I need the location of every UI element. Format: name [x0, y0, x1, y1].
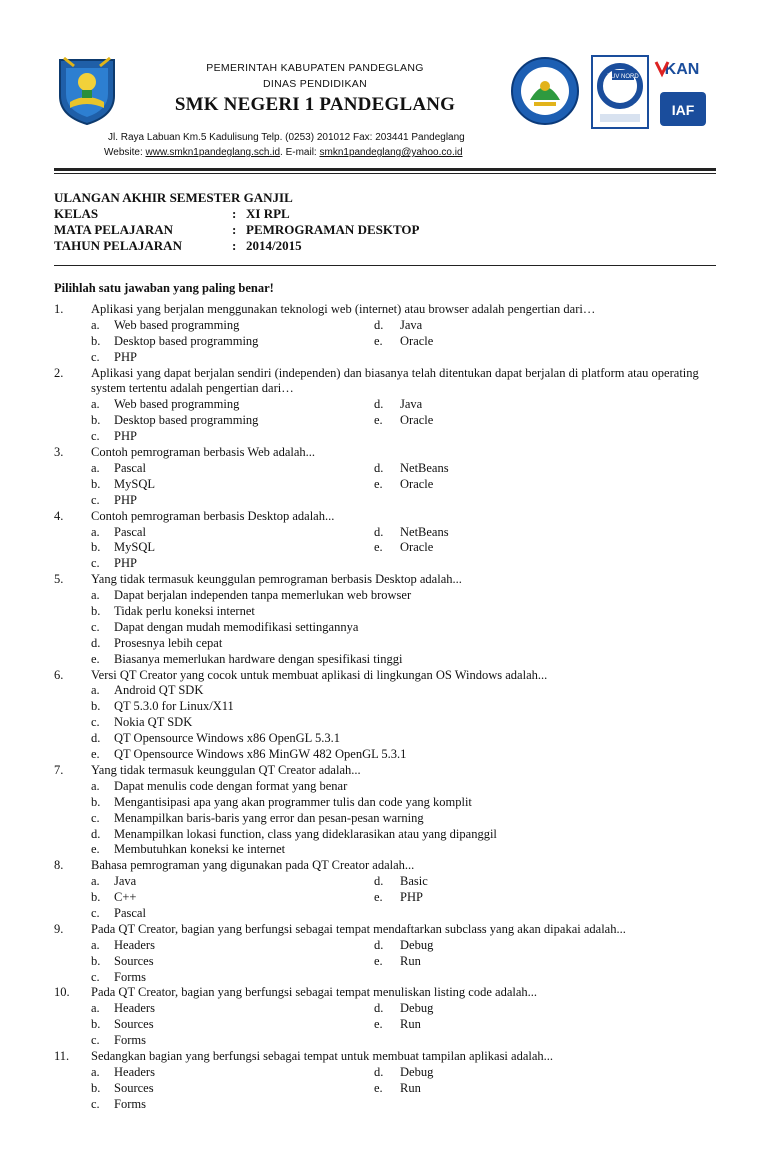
info-value: XI RPL [246, 206, 290, 221]
option-row [91, 461, 719, 477]
exam-info-row [54, 222, 716, 238]
option-row [91, 636, 719, 652]
question-text: Aplikasi yang berjalan menggunakan teknologi web (internet) atau browser adalah pengertian dari… [91, 302, 596, 316]
exam-info-row [54, 238, 716, 254]
option-letter: c. [91, 556, 100, 571]
option-letter: d. [91, 731, 101, 746]
option-text: QT Opensource Windows x86 OpenGL 5.3.1 [114, 731, 340, 746]
option-list [91, 318, 719, 366]
school-name: SMK NEGERI 1 PANDEGLANG [174, 94, 456, 115]
option-letter: a. [91, 874, 100, 889]
option-letter: d. [374, 397, 384, 412]
option-text: NetBeans [400, 460, 449, 475]
option-letter: c. [91, 429, 100, 444]
option-letter: e. [374, 540, 383, 555]
option-letter: c. [91, 492, 100, 507]
option-row [91, 350, 719, 366]
question-number: 4. [54, 508, 64, 523]
option-text: Headers [114, 937, 155, 952]
option-row [91, 954, 719, 970]
option-letter: a. [91, 1064, 100, 1079]
option-row [91, 318, 719, 334]
question-number: 6. [54, 667, 64, 682]
option-text: Menampilkan baris-baris yang error dan pesan-pesan warning [114, 810, 424, 825]
option-row [91, 906, 719, 922]
option-letter: a. [91, 588, 100, 603]
option-list [91, 588, 719, 667]
info-label: KELAS [54, 206, 99, 221]
option-text: Forms [114, 1096, 146, 1111]
question [54, 668, 719, 763]
option-row [91, 1065, 719, 1081]
option-text: Debug [400, 1001, 434, 1016]
option-row [91, 1017, 719, 1033]
email-label: . E-mail: [280, 147, 320, 158]
info-colon: : [232, 206, 237, 221]
question-number: 9. [54, 921, 64, 936]
option-text: Java [400, 317, 423, 332]
option-text: Pascal [114, 460, 146, 475]
option-row [91, 540, 719, 556]
option-row [91, 731, 719, 747]
option-letter: e. [374, 1017, 383, 1032]
option-row [91, 1001, 719, 1017]
option-letter: b. [91, 540, 101, 555]
option-text: Menampilkan lokasi function, class yang dideklarasikan atau yang dipanggil [114, 826, 497, 841]
option-letter: e. [374, 413, 383, 428]
option-row [91, 477, 719, 493]
contact-line [104, 147, 463, 158]
option-row [91, 493, 719, 509]
option-letter: c. [91, 969, 100, 984]
certification-logos-icon [590, 52, 720, 132]
info-label: TAHUN PELAJARAN [54, 238, 182, 253]
option-text: PHP [114, 349, 137, 364]
info-value: 2014/2015 [246, 238, 302, 253]
option-text: MySQL [114, 476, 155, 491]
option-text: Run [400, 1080, 421, 1095]
option-text: Desktop based programming [114, 333, 259, 348]
option-row [91, 795, 719, 811]
option-text: PHP [114, 492, 137, 507]
option-text: Dapat berjalan independen tanpa memerlukan web browser [114, 588, 412, 603]
header-divider-thin [54, 173, 716, 174]
option-text: Nokia QT SDK [114, 715, 193, 730]
option-letter: a. [91, 683, 100, 698]
question-text: Pada QT Creator, bagian yang berfungsi sebagai tempat mendaftarkan subclass yang akan dipakai adalah... [91, 921, 626, 936]
option-text: Oracle [400, 476, 434, 491]
option-letter: d. [91, 635, 101, 650]
question [54, 572, 719, 667]
option-text: Android QT SDK [114, 683, 204, 698]
question-text: Sedangkan bagian yang berfungsi sebagai tempat untuk membuat tampilan aplikasi adalah... [91, 1049, 554, 1064]
option-text: NetBeans [400, 524, 449, 539]
email-link[interactable]: smkn1pandeglang@yahoo.co.id [319, 147, 463, 158]
option-list [91, 1065, 719, 1113]
option-letter: b. [91, 699, 101, 714]
option-text: Java [400, 397, 423, 412]
question [54, 858, 719, 922]
option-list [91, 874, 719, 922]
info-value: PEMROGRAMAN DESKTOP [246, 222, 420, 237]
letterhead [0, 0, 768, 175]
option-text: Debug [400, 937, 434, 952]
option-list [91, 779, 719, 858]
option-letter: a. [91, 937, 100, 952]
option-letter: d. [374, 1064, 384, 1079]
option-letter: b. [91, 1017, 101, 1032]
option-text: Sources [114, 1080, 154, 1095]
option-row [91, 1081, 719, 1097]
option-letter: e. [91, 747, 100, 762]
question [54, 445, 719, 509]
option-text: Tidak perlu koneksi internet [114, 604, 255, 619]
question-number: 10. [54, 985, 70, 1000]
question-number: 3. [54, 445, 64, 460]
option-letter: c. [91, 810, 100, 825]
option-letter: d. [374, 460, 384, 475]
question [54, 366, 719, 445]
option-letter: d. [374, 317, 384, 332]
info-divider [54, 265, 716, 266]
option-text: PHP [400, 890, 423, 905]
option-text: Run [400, 953, 421, 968]
question-text: Bahasa pemrograman yang digunakan pada QT Creator adalah... [91, 858, 415, 873]
option-text: Debug [400, 1064, 434, 1079]
option-text: Oracle [400, 413, 434, 428]
option-text: Biasanya memerlukan hardware dengan spesifikasi tinggi [114, 651, 403, 666]
option-letter: d. [374, 524, 384, 539]
option-text: MySQL [114, 540, 155, 555]
option-row [91, 588, 719, 604]
option-text: Dapat menulis code dengan format yang benar [114, 778, 348, 793]
option-text: Desktop based programming [114, 413, 259, 428]
option-letter: a. [91, 397, 100, 412]
option-text: Sources [114, 1017, 154, 1032]
option-list [91, 525, 719, 573]
agency-name: DINAS PENDIDIKAN [263, 78, 367, 90]
option-text: Dapat dengan mudah memodifikasi settingannya [114, 619, 359, 634]
option-row [91, 890, 719, 906]
option-text: Pascal [114, 524, 146, 539]
question-text: Pada QT Creator, bagian yang berfungsi sebagai tempat menuliskan listing code adalah... [91, 985, 538, 1000]
question-number: 1. [54, 302, 64, 316]
option-row [91, 699, 719, 715]
option-letter: d. [374, 874, 384, 889]
option-letter: b. [91, 604, 101, 619]
option-letter: b. [91, 333, 101, 348]
question-number: 5. [54, 572, 64, 587]
website-label: Website: [104, 147, 146, 158]
option-list [91, 397, 719, 445]
website-link[interactable]: www.smkn1pandeglang.sch.id [145, 147, 281, 158]
svg-text:IAF: IAF [671, 102, 695, 118]
question [54, 985, 719, 1049]
option-text: PHP [114, 429, 137, 444]
option-text: Run [400, 1017, 421, 1032]
question [54, 922, 719, 986]
option-text: Forms [114, 1033, 146, 1048]
question-text: Aplikasi yang dapat berjalan sendiri (independen) dan biasanya telah ditentukan dapat berjalan di platform atau operating system tertentu adalah pengertian dari… [91, 365, 699, 396]
option-letter: e. [374, 953, 383, 968]
option-letter: e. [91, 842, 100, 857]
option-row [91, 827, 719, 843]
option-text: Java [114, 874, 137, 889]
option-text: Prosesnya lebih cepat [114, 635, 223, 650]
info-label: MATA PELAJARAN [54, 222, 174, 237]
instruction: Pilihlah satu jawaban yang paling benar! [54, 281, 274, 295]
question-number: 11. [54, 1049, 70, 1064]
option-row [91, 747, 719, 763]
question [54, 1049, 719, 1113]
option-letter: b. [91, 413, 101, 428]
option-letter: d. [374, 937, 384, 952]
option-list [91, 683, 719, 762]
option-text: PHP [114, 556, 137, 571]
option-row [91, 970, 719, 986]
option-list [91, 938, 719, 986]
question-text: Yang tidak termasuk keunggulan QT Creator adalah... [91, 762, 361, 777]
pandeglang-crest-icon [56, 56, 118, 126]
exam-info [54, 190, 716, 254]
option-text: Oracle [400, 333, 434, 348]
option-row [91, 874, 719, 890]
option-letter: c. [91, 619, 100, 634]
option-letter: a. [91, 317, 100, 332]
option-text: Membutuhkan koneksi ke internet [114, 842, 286, 857]
government-name: PEMERINTAH KABUPATEN PANDEGLANG [206, 62, 424, 74]
option-text: Oracle [400, 540, 434, 555]
question [54, 302, 719, 366]
option-list [91, 1001, 719, 1049]
option-text: Mengantisipasi apa yang akan programmer tulis dan code yang komplit [114, 794, 472, 809]
option-text: QT Opensource Windows x86 MinGW 482 OpenGL 5.3.1 [114, 747, 407, 762]
option-row [91, 397, 719, 413]
option-row [91, 779, 719, 795]
question-number: 8. [54, 858, 64, 873]
option-row [91, 652, 719, 668]
option-letter: b. [91, 953, 101, 968]
school-address: Jl. Raya Labuan Km.5 Kadulisung Telp. (0253) 201012 Fax: 203441 Pandeglang [108, 132, 465, 143]
option-row [91, 525, 719, 541]
option-letter: c. [91, 905, 100, 920]
question-text: Yang tidak termasuk keunggulan pemrograman berbasis Desktop adalah... [91, 572, 462, 587]
option-letter: e. [374, 1080, 383, 1095]
option-text: Basic [400, 874, 428, 889]
option-text: QT 5.3.0 for Linux/X11 [114, 699, 234, 714]
option-letter: b. [91, 890, 101, 905]
option-row [91, 604, 719, 620]
option-row [91, 429, 719, 445]
question [54, 509, 719, 573]
question-text: Contoh pemrograman berbasis Desktop adalah... [91, 508, 335, 523]
info-colon: : [232, 238, 237, 253]
option-text: Sources [114, 953, 154, 968]
question-list [54, 302, 719, 1113]
question-number: 2. [54, 365, 64, 380]
option-letter: b. [91, 794, 101, 809]
option-letter: b. [91, 1080, 101, 1095]
option-row [91, 842, 719, 858]
option-letter: a. [91, 524, 100, 539]
option-letter: a. [91, 778, 100, 793]
svg-text:KAN: KAN [664, 61, 700, 78]
option-letter: e. [374, 890, 383, 905]
option-row [91, 1097, 719, 1113]
option-row [91, 683, 719, 699]
option-letter: d. [91, 826, 101, 841]
question-text: Versi QT Creator yang cocok untuk membuat aplikasi di lingkungan OS Windows adalah... [91, 667, 548, 682]
option-row [91, 811, 719, 827]
svg-text:TUV NORD: TUV NORD [607, 74, 639, 80]
exam-title: ULANGAN AKHIR SEMESTER GANJIL [54, 190, 293, 205]
education-emblem-icon [510, 56, 580, 126]
option-text: Pascal [114, 905, 146, 920]
option-text: Headers [114, 1064, 155, 1079]
option-list [91, 461, 719, 509]
option-letter: e. [91, 651, 100, 666]
question-number: 7. [54, 762, 64, 777]
option-letter: a. [91, 1001, 100, 1016]
option-row [91, 715, 719, 731]
option-row [91, 1033, 719, 1049]
option-text: C++ [114, 890, 137, 905]
exam-info-row [54, 190, 716, 206]
option-text: Forms [114, 969, 146, 984]
option-row [91, 334, 719, 350]
option-letter: a. [91, 460, 100, 475]
option-letter: c. [91, 349, 100, 364]
option-text: Web based programming [114, 397, 240, 412]
info-colon: : [232, 222, 237, 237]
question-text: Contoh pemrograman berbasis Web adalah... [91, 445, 316, 460]
option-row [91, 413, 719, 429]
option-letter: e. [374, 333, 383, 348]
question [54, 763, 719, 858]
option-letter: d. [374, 1001, 384, 1016]
option-letter: e. [374, 476, 383, 491]
option-text: Web based programming [114, 317, 240, 332]
option-letter: b. [91, 476, 101, 491]
option-letter: c. [91, 1096, 100, 1111]
option-text: Headers [114, 1001, 155, 1016]
header-divider-thick [54, 168, 716, 171]
option-row [91, 556, 719, 572]
option-letter: c. [91, 715, 100, 730]
exam-info-row [54, 206, 716, 222]
option-letter: c. [91, 1033, 100, 1048]
option-row [91, 938, 719, 954]
option-row [91, 620, 719, 636]
